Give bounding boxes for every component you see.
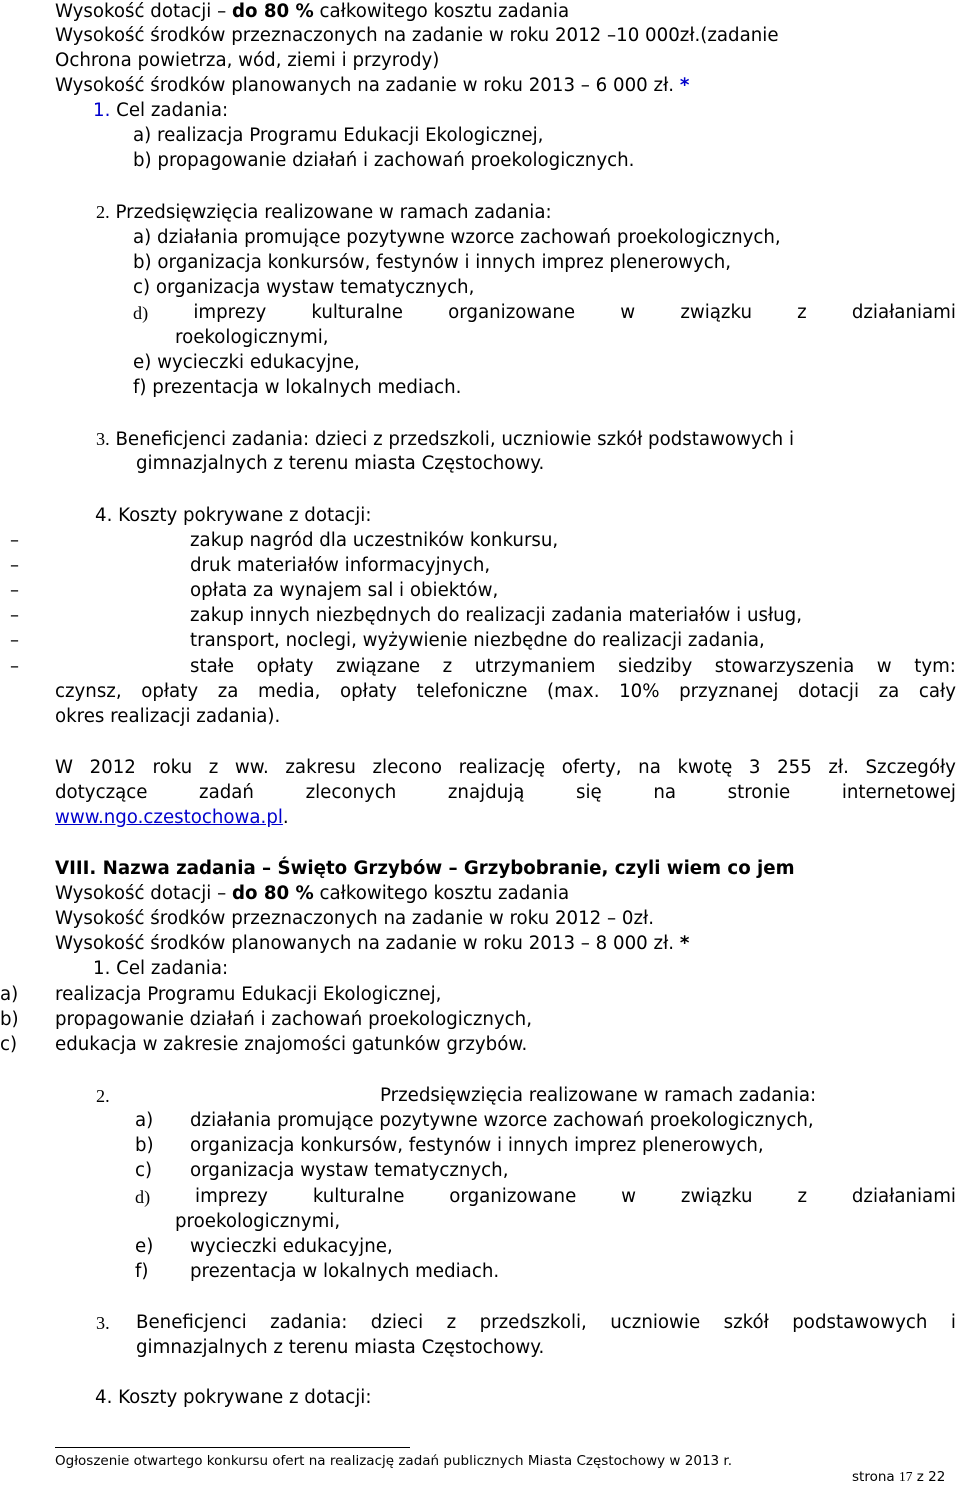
s2-prz-d [135, 1185, 956, 1209]
s2-ben-2: gimnazjalnych z terenu miasta Częstochowy. [136, 1337, 545, 1358]
s2-cel-c-marker: c) [0, 1034, 18, 1055]
s1-dotacja-bold: do 80 % [232, 1, 314, 22]
s1-srodki-2013-line [55, 74, 689, 98]
footer-text: Ogłoszenie otwartego konkursu ofert na realizację zadań publicznych Miasta Częstochowy w 2013 r. [55, 1453, 733, 1469]
word: przedszkoli, [479, 1312, 587, 1333]
s1-kos-last-3: okres realizacji zadania). [55, 706, 281, 727]
s2-prz-num: 2. [96, 1086, 110, 1106]
word: w [876, 656, 892, 677]
s2-prz-c: organizacja wystaw tematycznych, [190, 1160, 509, 1181]
word: tym: [914, 656, 956, 677]
s1-prz-b: b) organizacja konkursów, festynów i innych imprez plenerowych, [133, 252, 732, 273]
word: na [638, 757, 661, 778]
word: zlecono [372, 757, 443, 778]
s2-prz-label: Przedsięwzięcia realizowane w ramach zadania: [380, 1085, 817, 1106]
word: związku [680, 1186, 753, 1207]
word: zadań [199, 782, 254, 803]
ngo-website-link[interactable]: www.ngo.czestochowa.pl [55, 807, 283, 828]
s1-kos-item: opłata za wynajem sal i obiektów, [190, 580, 499, 601]
word: związku [680, 302, 752, 323]
dash-bullet: – [10, 530, 19, 551]
word: imprezy [193, 302, 267, 323]
word: utrzymaniem [474, 656, 596, 677]
s1-kos-heading [95, 504, 371, 528]
s2-cel-c: edukacja w zakresie znajomości gatunków grzybów. [55, 1034, 528, 1055]
dash-bullet: – [10, 605, 19, 626]
s2-cel-a: realizacja Programu Edukacji Ekologicznej, [55, 984, 442, 1005]
word: zł. [828, 757, 849, 778]
s1-cel-heading [93, 99, 228, 123]
word: uczniowie [610, 1312, 701, 1333]
word: stałe [190, 656, 235, 677]
s1-cel-b: b) propagowanie działań i zachowań proekologicznych. [133, 150, 635, 171]
word: czynsz, [55, 681, 122, 702]
s1-prz-c: c) organizacja wystaw tematycznych, [133, 277, 475, 298]
word: W [55, 757, 73, 778]
word: oferty, [561, 757, 622, 778]
word: organizowane [448, 302, 576, 323]
word: działaniami [851, 302, 956, 323]
s2-dotacja-pre: Wysokość dotacji – [55, 883, 233, 904]
s2-prz-a: działania promujące pozytywne wzorce zachowań proekologicznych, [190, 1110, 814, 1131]
s2-srodki-2013-line [55, 932, 689, 956]
word: kulturalne [312, 1186, 405, 1207]
s1-prz-num: 2. [96, 202, 110, 222]
s1-w2012-line-2 [55, 781, 956, 805]
word: opłaty [339, 681, 397, 702]
s2-cel-b-marker: b) [0, 1009, 19, 1030]
word: opłaty [256, 656, 314, 677]
word: za [878, 681, 900, 702]
s1-cel-a: a) realizacja Programu Edukacji Ekologicznej, [133, 125, 544, 146]
word: (max. [546, 681, 600, 702]
word: cały [918, 681, 956, 702]
s1-prz-d-cont: roekologicznymi, [175, 327, 329, 348]
word: 3 [748, 757, 761, 778]
s2-prz-d-marker: d) [135, 1187, 151, 1207]
word: znajdują [447, 782, 525, 803]
s1-dotacja-line [55, 0, 569, 24]
word: Beneficjenci [136, 1312, 247, 1333]
s1-srodki-2012: Wysokość środków przeznaczonych na zadanie w roku 2012 –10 000zł.(zadanie [55, 25, 779, 46]
s2-kos-label: Koszty pokrywane z dotacji: [118, 1387, 372, 1408]
s2-prz-c-marker: c) [135, 1160, 153, 1181]
footer-rule [55, 1447, 410, 1448]
s1-cel-label: Cel zadania: [116, 100, 229, 121]
s2-ben-num: 3. [96, 1313, 110, 1333]
s1-w2012-line-1 [55, 756, 956, 780]
s2-prz-f-marker: f) [135, 1261, 149, 1282]
s2-srodki-2013: Wysokość środków planowanych na zadanie w roku 2013 – 8 000 zł. [55, 933, 675, 954]
word: szkół [723, 1312, 769, 1333]
s1-link-line [55, 806, 289, 830]
word: za [217, 681, 239, 702]
word: realizację [458, 757, 546, 778]
word: z [446, 1312, 457, 1333]
s1-prz-f: f) prezentacja w lokalnych mediach. [133, 377, 462, 398]
page-total: 22 [928, 1469, 946, 1485]
word: z [797, 302, 807, 323]
word: 255 [777, 757, 812, 778]
word: podstawowych [792, 1312, 928, 1333]
s2-dotacja-line [55, 882, 569, 906]
word: dzieci [370, 1312, 424, 1333]
word: organizowane [449, 1186, 577, 1207]
word: zakresu [285, 757, 356, 778]
s2-prz-e: wycieczki edukacyjne, [190, 1236, 393, 1257]
dash-bullet: – [10, 580, 19, 601]
word: w [621, 1186, 637, 1207]
word: zleconych [305, 782, 397, 803]
word: działaniami [851, 1186, 956, 1207]
s1-ben-line-1 [96, 427, 794, 452]
word: z [797, 1186, 807, 1207]
s1-kos-item: zakup innych niezbędnych do realizacji zadania materiałów i usług, [190, 605, 802, 626]
word: z [208, 757, 219, 778]
word: dotacji [797, 681, 860, 702]
s1-prz-label: Przedsięwzięcia realizowane w ramach zadania: [115, 202, 552, 223]
s1-ben-num: 3. [96, 429, 110, 449]
s2-cel-a-marker: a) [0, 984, 19, 1005]
s2-dotacja-bold: do 80 % [232, 883, 314, 904]
word: i [950, 1312, 956, 1333]
s2-prz-d-cont: proekologicznymi, [175, 1211, 341, 1232]
link-dot: . [282, 807, 289, 828]
word: ww. [234, 757, 269, 778]
dash-bullet: – [10, 630, 19, 651]
word: 2012 [89, 757, 136, 778]
s2-kos-heading [95, 1386, 371, 1410]
s1-srodki-2013: Wysokość środków planowanych na zadanie w roku 2013 – 6 000 zł. [55, 75, 675, 96]
s2-heading: VIII. Nazwa zadania – Święto Grzybów – Grzybobranie, czyli wiem co jem [55, 858, 795, 879]
word: stowarzyszenia [714, 656, 855, 677]
s2-prz-e-marker: e) [135, 1236, 154, 1257]
s1-prz-e: e) wycieczki edukacyjne, [133, 352, 360, 373]
word: telefoniczne [416, 681, 528, 702]
s2-asterisk: * [679, 933, 690, 954]
page-current: 17 [898, 1469, 913, 1484]
word: z [442, 656, 453, 677]
s1-cel-num: 1. [93, 100, 111, 121]
s1-kos-label: Koszty pokrywane z dotacji: [118, 505, 372, 526]
s1-prz-a: a) działania promujące pozytywne wzorce zachowań proekologicznych, [133, 227, 781, 248]
s2-prz-a-marker: a) [135, 1110, 154, 1131]
word: kwotę [677, 757, 733, 778]
s2-prz-f: prezentacja w lokalnych mediach. [190, 1261, 500, 1282]
word: na [653, 782, 677, 803]
s1-ben-2: gimnazjalnych z terenu miasta Częstochowy. [136, 453, 545, 474]
word: kulturalne [311, 302, 403, 323]
s2-prz-b-marker: b) [135, 1135, 154, 1156]
word: media, [257, 681, 321, 702]
s1-prz-d [133, 301, 956, 325]
word: przyznanej [679, 681, 779, 702]
s2-ben-line-1 [136, 1311, 956, 1335]
s2-cel-label: Cel zadania: [116, 958, 229, 979]
word: opłaty [141, 681, 199, 702]
s1-asterisk: * [679, 75, 690, 96]
page-pre: strona [852, 1469, 899, 1485]
s1-kos-num: 4. [95, 505, 113, 526]
word: zadania: [270, 1312, 348, 1333]
s1-srodki-2012-cont: Ochrona powietrza, wód, ziemi i przyrody) [55, 50, 440, 71]
dash-bullet: – [10, 656, 19, 677]
s1-kos-last-2 [55, 680, 956, 704]
s2-dotacja-post: całkowitego kosztu zadania [313, 883, 570, 904]
s1-dotacja-pre: Wysokość dotacji – [55, 1, 233, 22]
s2-cel-num: 1. [93, 958, 111, 979]
s2-cel-heading [93, 957, 228, 981]
word: imprezy [195, 1186, 268, 1207]
page-mid: z [912, 1469, 929, 1485]
s2-prz-b: organizacja konkursów, festynów i innych imprez plenerowych, [190, 1135, 764, 1156]
word: Szczegóły [865, 757, 956, 778]
word: związane [336, 656, 421, 677]
dash-bullet: – [10, 555, 19, 576]
word: dotyczące [55, 782, 148, 803]
word: stronie [727, 782, 791, 803]
word: w [620, 302, 636, 323]
s2-kos-num: 4. [95, 1387, 113, 1408]
page-number [852, 1469, 945, 1485]
word: się [576, 782, 602, 803]
s1-prz-heading [96, 200, 552, 225]
word: siedziby [618, 656, 693, 677]
word: roku [152, 757, 193, 778]
s1-prz-d-marker: d) [133, 303, 149, 323]
s1-dotacja-post: całkowitego kosztu zadania [313, 1, 570, 22]
s1-ben-1: Beneficjenci zadania: dzieci z przedszkoli, uczniowie szkół podstawowych i [115, 429, 795, 450]
s1-kos-last [190, 655, 956, 679]
s1-kos-item: transport, noclegi, wyżywienie niezbędne do realizacji zadania, [190, 630, 765, 651]
s2-srodki-2012: Wysokość środków przeznaczonych na zadanie w roku 2012 – 0zł. [55, 908, 654, 929]
word: 10% [619, 681, 660, 702]
s1-kos-item: druk materiałów informacyjnych, [190, 555, 491, 576]
s2-cel-b: propagowanie działań i zachowań proekologicznych, [55, 1009, 532, 1030]
s1-kos-item: zakup nagród dla uczestników konkursu, [190, 530, 559, 551]
word: internetowej [841, 782, 956, 803]
